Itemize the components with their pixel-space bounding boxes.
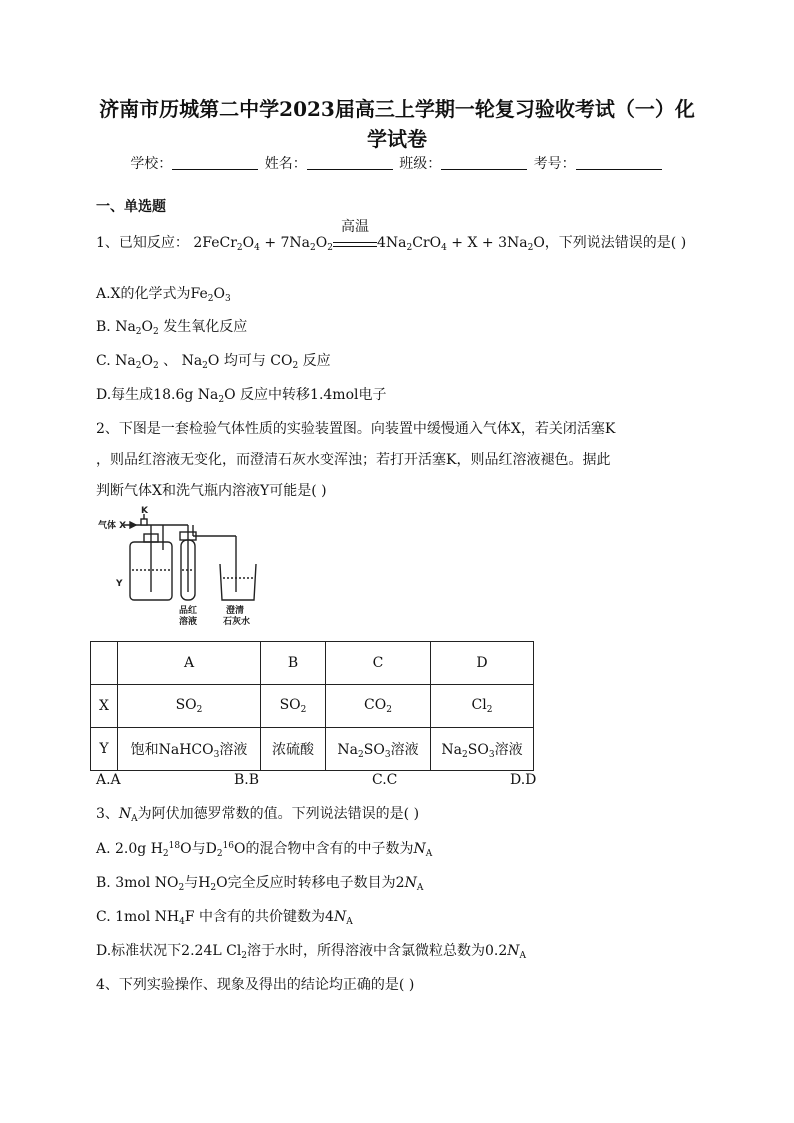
class-label: 班级：	[399, 156, 442, 172]
q3-d2: 溶于水时，所得溶液中含氯微粒总数为0.2	[247, 943, 508, 959]
cell-c-post: 溶液	[390, 741, 419, 758]
q1-b-text: 发生氧化反应	[163, 319, 248, 335]
q1-d-text1: D.每生成18.6g	[96, 387, 194, 403]
q2-choice-b[interactable]: B.B	[234, 772, 260, 788]
q3-b2: 与	[184, 875, 199, 891]
row-label-y: Y	[91, 728, 118, 771]
q4-stem: 4、下列实验操作、现象及得出的结论均正确的是( )	[96, 977, 415, 993]
q3-a2: 与	[191, 841, 206, 857]
table-row-y	[91, 728, 534, 771]
q1-suffix: ，下列说法错误的是( )	[544, 235, 687, 251]
row-label-x: X	[91, 685, 118, 728]
q1-option-a[interactable]: A.X的化学式为$Fe_2O_3$	[96, 286, 231, 304]
cell-d-post: 溶液	[494, 741, 523, 758]
table-header-a: A	[118, 642, 261, 685]
table-cell: 饱和NaHCO$_3$溶液	[118, 728, 261, 771]
q3-b1: B. 3mol	[96, 875, 151, 891]
title-line-2: 学试卷	[367, 127, 427, 151]
q3-option-c[interactable]: C. 1mol $NH_4F$ 中含有的共价键数为$4N_A$	[96, 909, 353, 927]
number-blank[interactable]	[576, 155, 662, 170]
q3-a3: 的混合物中含有的中子数为	[245, 841, 414, 857]
question-1-stem: 1、已知反应： $2FeCr_2O_4 + 7Na_2O_2$ 高温 $4Na_2CrO_4 + X + 3Na_2O$，下列说法错误的是( )	[96, 232, 686, 253]
q1-option-b[interactable]: B. $Na_2O_2$ 发生氧化反应	[96, 319, 248, 337]
fig-pinhong-1: 品红	[179, 606, 198, 616]
table-cell: $CO_2$	[326, 685, 431, 728]
q3-stem: 3、$N_A$为阿伏加德罗常数的值。下列说法错误的是( )	[96, 806, 420, 824]
cell-a-pre: 饱和	[130, 741, 159, 758]
table-cell: $SO_2$	[261, 685, 326, 728]
q2-choice-c[interactable]: C.C	[372, 772, 398, 788]
reaction-arrow	[333, 219, 377, 247]
cell-a-post: 溶液	[219, 741, 248, 758]
table-header-b: B	[261, 642, 326, 685]
q3-c2: 中含有的共价键数为4	[199, 909, 334, 925]
class-blank[interactable]	[441, 155, 527, 170]
q3-c1: C. 1mol	[96, 909, 151, 925]
q2-line-3: 判断气体X和洗气瓶内溶液Y可能是( )	[96, 483, 327, 499]
table-cell	[91, 642, 118, 685]
section-heading: 一、单选题	[96, 199, 166, 215]
table-cell: $Na_2SO_3$溶液	[431, 728, 534, 771]
q3-option-d[interactable]: D.标准状况下2.24L $Cl_2$溶于水时，所得溶液中含氯微粒总数为$0.2N_A$	[96, 943, 527, 961]
table-cell: $Cl_2$	[431, 685, 534, 728]
table-cell: 浓硫酸	[261, 728, 326, 771]
q1-c-end: 反应	[302, 353, 331, 369]
school-blank[interactable]	[172, 155, 258, 170]
q1-prefix: 1、已知反应：	[96, 235, 189, 251]
reaction-condition: 高温	[340, 219, 369, 235]
q3-option-a[interactable]: A. 2.0g $H_2^{18}O$与$D_2^{16}O$的混合物中含有的中子数为$N_A$	[96, 841, 433, 859]
name-label: 姓名：	[264, 156, 307, 172]
number-label: 考号：	[533, 156, 576, 172]
q2-choice-d[interactable]: D.D	[510, 772, 537, 788]
fig-pinhong-2: 溶液	[179, 617, 198, 627]
school-label: 学校：	[130, 156, 173, 172]
q3-suffix: 为阿伏加德罗常数的值。下列说法错误的是( )	[137, 806, 420, 822]
q2-line-1: 2、下图是一套检验气体性质的实验装置图。向装置中缓慢通入气体X，若关闭活塞K	[96, 421, 616, 437]
fig-chengqing-1: 澄清	[226, 606, 245, 616]
q2-line-2: ，则品红溶液无变化，而澄清石灰水变浑浊；若打开活塞K，则品红溶液褪色。据此	[96, 452, 611, 468]
table-header-c: C	[326, 642, 431, 685]
fig-y-label: Y	[116, 579, 123, 589]
fig-gas-label: 气体 X	[98, 521, 127, 531]
q1-c-sep: 、	[163, 353, 178, 369]
q2-choice-a[interactable]: A.A	[96, 772, 121, 788]
table-row-x	[91, 685, 534, 728]
fig-chengqing-2: 石灰水	[223, 617, 251, 627]
title-line-1: 济南市历城第二中学2023届高三上学期一轮复习验收考试（一）化	[99, 97, 695, 121]
q3-option-b[interactable]: B. 3mol $NO_2$与$H_2O$完全反应时转移电子数目为$2N_A$	[96, 875, 424, 893]
table-header-row	[91, 642, 534, 685]
q1-option-d[interactable]: D.每生成18.6g $Na_2O$ 反应中转移1.4mol电子	[96, 387, 387, 405]
q1-a-text: A.X的化学式为	[96, 286, 191, 302]
table-cell: $Na_2SO_3$溶液	[326, 728, 431, 771]
q1-reaction: $2FeCr_2O_4 + 7Na_2O_2$	[193, 235, 333, 253]
q2-answer-table	[90, 641, 534, 771]
q1-c-mid: 均可与	[223, 353, 266, 369]
fig-k-label: K	[141, 506, 148, 516]
name-blank[interactable]	[307, 155, 393, 170]
table-cell: $SO_2$	[118, 685, 261, 728]
table-header-d: D	[431, 642, 534, 685]
q1-d-text2: 反应中转移1.4mol电子	[240, 387, 387, 403]
q1-option-c[interactable]: C. $Na_2O_2$ 、 $Na_2O$ 均可与 $CO_2$ 反应	[96, 353, 331, 371]
apparatus-figure	[96, 506, 276, 630]
q3-b3: 完全反应时转移电子数目为2	[227, 875, 405, 891]
student-info-row	[0, 153, 794, 173]
q3-d1: D.标准状况下2.24L	[96, 943, 222, 959]
q3-prefix: 3、	[96, 806, 119, 822]
page-title	[60, 94, 734, 154]
q3-a1: A. 2.0g	[96, 841, 147, 857]
